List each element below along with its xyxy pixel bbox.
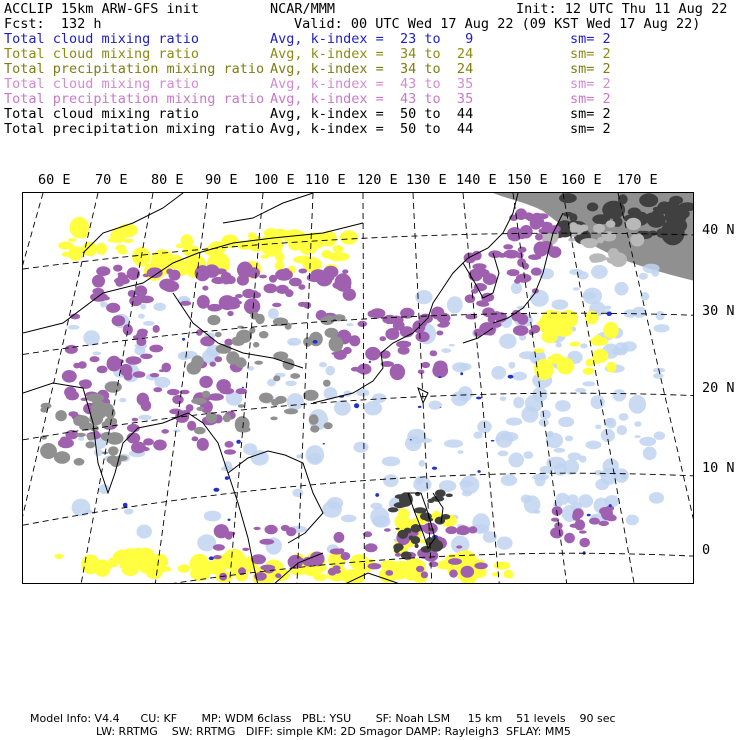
latitude-label: 20 N <box>702 380 735 396</box>
legend-avg-range: Avg, k-index = 34 to 24 <box>270 61 474 77</box>
init-time: Init: 12 UTC Thu 11 Aug 22 <box>516 1 728 17</box>
legend-field-name: Total cloud mixing ratio <box>4 76 200 92</box>
cloud-gray-sw <box>40 381 128 467</box>
legend-smoothing: sm= 2 <box>570 46 611 62</box>
legend-row <box>4 62 734 77</box>
precip-purple-pac <box>550 506 617 548</box>
longitude-label: 60 E <box>38 172 71 188</box>
valid-time: Valid: 00 UTC Wed 17 Aug 22 (09 KST Wed 17 Aug 22) <box>294 16 701 32</box>
latitude-label: 40 N <box>702 222 735 238</box>
legend-smoothing: sm= 2 <box>570 61 611 77</box>
latitude-label: 10 N <box>702 460 735 476</box>
longitude-label: 140 E <box>456 172 497 188</box>
legend-smoothing: sm= 2 <box>570 91 611 107</box>
legend-field-name: Total precipitation mixing ratio <box>4 61 265 77</box>
legend-row <box>4 47 734 62</box>
legend-avg-range: Avg, k-index = 23 to 9 <box>270 31 474 47</box>
legend-field-name: Total cloud mixing ratio <box>4 46 200 62</box>
legend-avg-range: Avg, k-index = 50 to 44 <box>270 121 474 137</box>
legend-row <box>4 92 734 107</box>
longitude-label: 70 E <box>95 172 128 188</box>
precip-yellow-sw <box>55 548 210 580</box>
legend-avg-range: Avg, k-index = 50 to 44 <box>270 106 474 122</box>
coastline <box>223 193 313 223</box>
longitude-label: 170 E <box>617 172 658 188</box>
legend-field-name: Total cloud mixing ratio <box>4 106 200 122</box>
longitude-line <box>23 193 43 584</box>
model-info-line1: Model Info: V4.4 CU: KF MP: WDM 6class PBL: YSU SF: Noah LSM 15 km 51 levels 90 sec <box>30 712 616 725</box>
latitude-label: 30 N <box>702 303 735 319</box>
model-info-line2: LW: RRTMG SW: RRTMG DIFF: simple KM: 2D Smagor DAMP: Rayleigh3 SFLAY: MM5 <box>96 725 571 738</box>
longitude-line <box>363 193 364 584</box>
legend-avg-range: Avg, k-index = 43 to 35 <box>270 91 474 107</box>
legend-row <box>4 77 734 92</box>
longitude-label: 100 E <box>254 172 295 188</box>
map-canvas <box>23 193 694 584</box>
cloud-fields <box>40 193 694 584</box>
forecast-hour: Fcst: 132 h <box>4 16 102 32</box>
longitude-line <box>229 193 263 584</box>
model-title: ACCLIP 15km ARW-GFS init <box>4 1 200 17</box>
precip-purple-tibet <box>90 262 356 315</box>
legend-field-name: Total cloud mixing ratio <box>4 31 200 47</box>
legend-row <box>4 107 734 122</box>
legend-smoothing: sm= 2 <box>570 106 611 122</box>
longitude-label: 110 E <box>305 172 346 188</box>
legend-avg-range: Avg, k-index = 43 to 35 <box>270 76 474 92</box>
longitude-label: 130 E <box>406 172 447 188</box>
latitude-label: 0 <box>702 542 711 558</box>
legend-row <box>4 32 734 47</box>
legend-smoothing: sm= 2 <box>570 121 611 137</box>
longitude-label: 80 E <box>151 172 184 188</box>
longitude-label: 150 E <box>507 172 548 188</box>
legend-row <box>4 122 734 137</box>
legend-field-name: Total precipitation mixing ratio <box>4 91 265 107</box>
legend-smoothing: sm= 2 <box>570 76 611 92</box>
legend-avg-range: Avg, k-index = 34 to 24 <box>270 46 474 62</box>
map-panel <box>22 192 694 584</box>
longitude-label: 90 E <box>205 172 238 188</box>
organization-label: NCAR/MMM <box>270 1 336 17</box>
longitude-label: 160 E <box>561 172 602 188</box>
longitude-label: 120 E <box>357 172 398 188</box>
legend-smoothing: sm= 2 <box>570 31 611 47</box>
legend-field-name: Total precipitation mixing ratio <box>4 121 265 137</box>
